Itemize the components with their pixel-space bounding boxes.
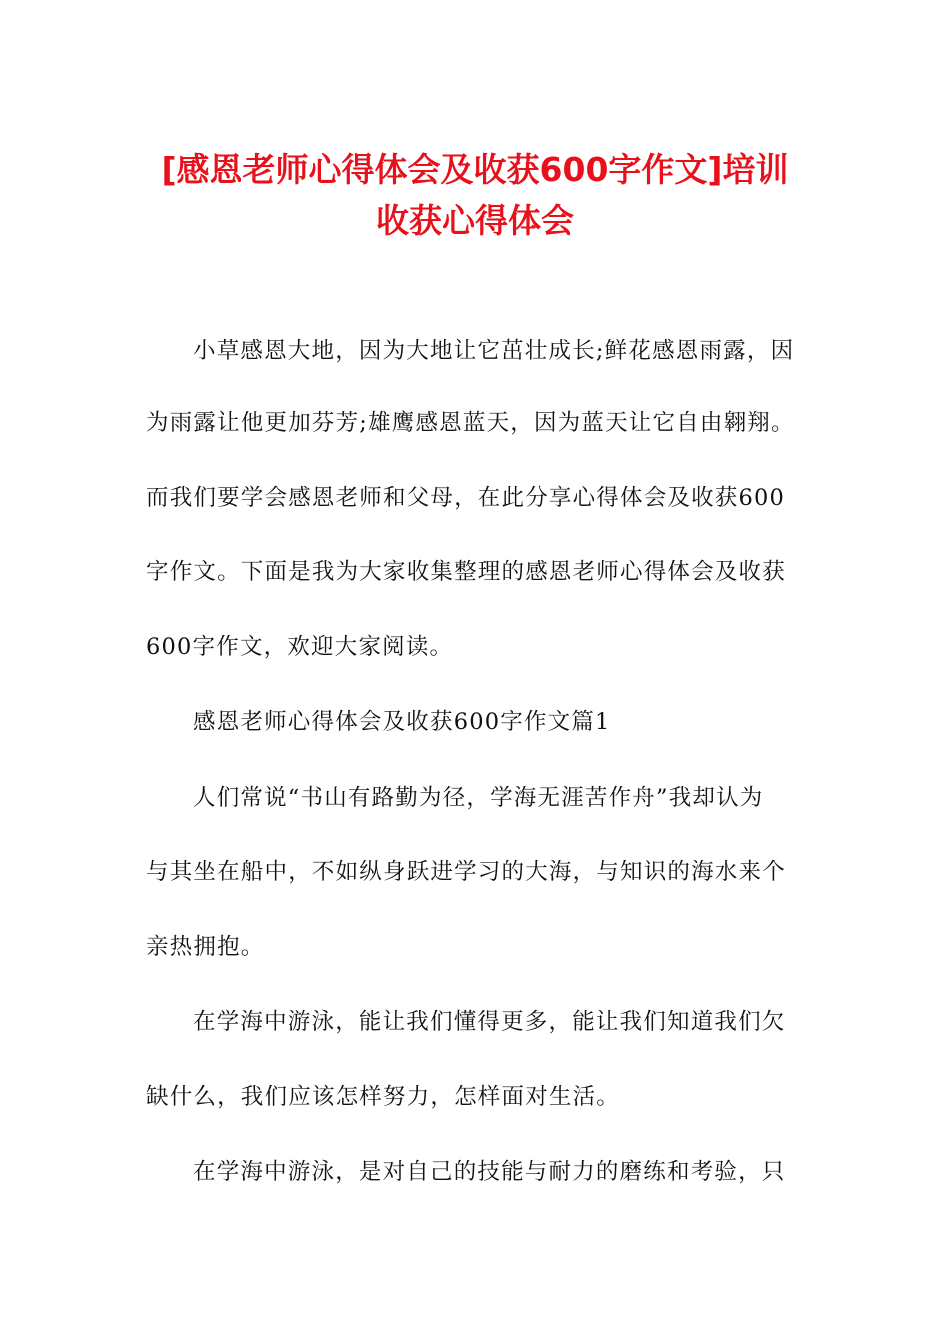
paragraph-line: 字作文。下面是我为大家收集整理的感恩老师心得体会及收获 — [146, 559, 786, 585]
paragraph-line: 为雨露让他更加芬芳;雄鹰感恩蓝天，因为蓝天让它自由翱翔。 — [146, 410, 795, 436]
paragraph-line: 在学海中游泳，是对自己的技能与耐力的磨练和考验，只 — [193, 1159, 786, 1185]
paragraph-line: 与其坐在船中，不如纵身跃进学习的大海，与知识的海水来个 — [146, 859, 786, 885]
section-heading: 感恩老师心得体会及收获600字作文篇1 — [193, 709, 611, 735]
paragraph-line: 亲热拥抱。 — [146, 934, 265, 960]
document-title-line-1: [感恩老师心得体会及收获600字作文]培训 — [161, 150, 789, 189]
paragraph-line: 600字作文，欢迎大家阅读。 — [146, 634, 454, 660]
paragraph-line: 人们常说“书山有路勤为径，学海无涯苦作舟”我却认为 — [193, 785, 764, 811]
document-title-line-2: 收获心得体会 — [376, 201, 574, 240]
paragraph-line: 而我们要学会感恩老师和父母，在此分享心得体会及收获600 — [146, 485, 786, 511]
paragraph-line: 缺什么，我们应该怎样努力，怎样面对生活。 — [146, 1084, 621, 1110]
paragraph-line: 小草感恩大地，因为大地让它茁壮成长;鲜花感恩雨露，因 — [193, 338, 795, 364]
paragraph-line: 在学海中游泳，能让我们懂得更多，能让我们知道我们欠 — [193, 1009, 786, 1035]
